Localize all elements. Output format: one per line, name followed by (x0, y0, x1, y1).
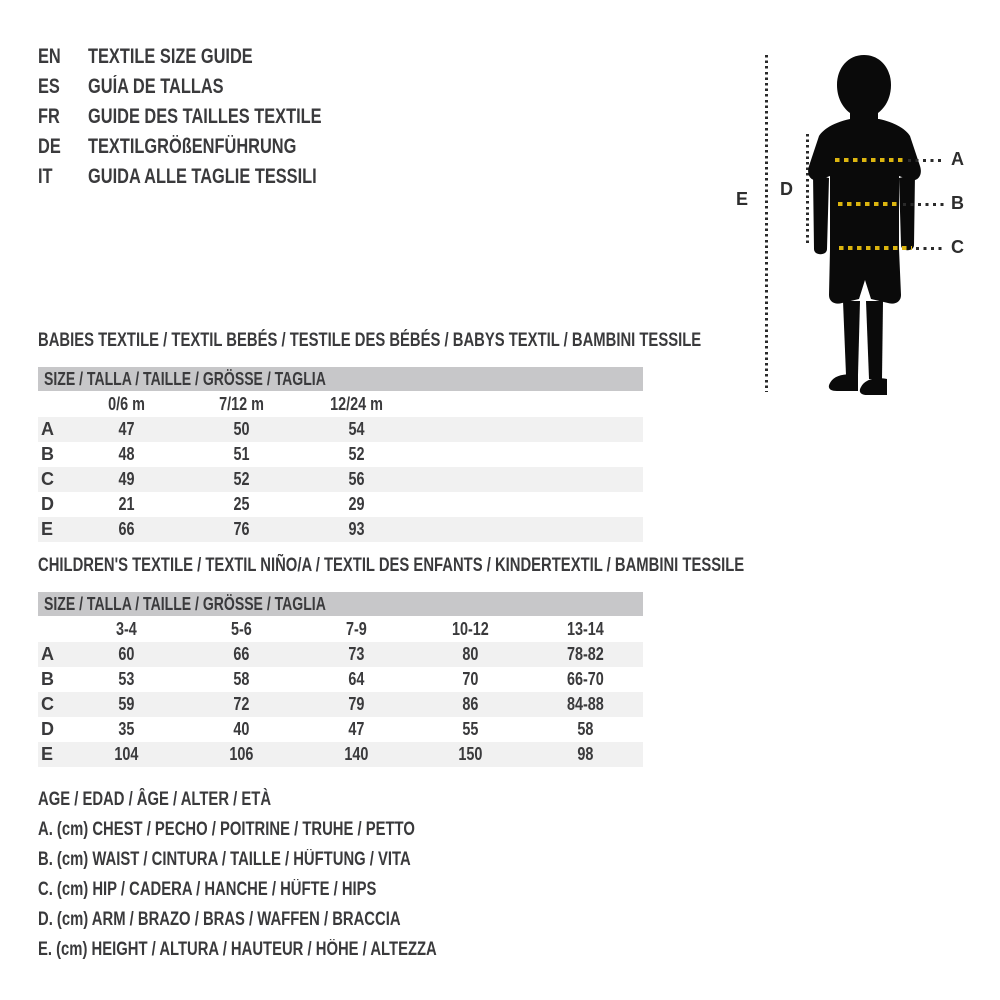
measure-label-c: C (951, 237, 964, 257)
table-row (38, 442, 643, 467)
size-cell: 98 (577, 744, 594, 764)
row-label: B (41, 669, 54, 689)
size-cell: 25 (233, 494, 250, 514)
legend-line-height: E. (cm) HEIGHT / ALTURA / HAUTEUR / HÖHE / ALTEZZA (38, 939, 437, 960)
children-size-table (38, 592, 643, 767)
legend-line-age: AGE / EDAD / ÂGE / ALTER / ETÀ (38, 789, 272, 810)
size-cell: 56 (348, 469, 365, 489)
silhouette-left-arm (813, 174, 829, 254)
size-cell: 106 (229, 744, 254, 764)
guide-title: TEXTILE SIZE GUIDE (88, 45, 253, 68)
size-cell: 76 (233, 519, 250, 539)
age-column-header: 0/6 m (108, 393, 145, 414)
row-label: D (41, 494, 54, 514)
language-row (38, 42, 387, 72)
age-column-header: 3-4 (115, 618, 137, 639)
measurement-legend (38, 785, 549, 965)
size-cell: 66 (233, 644, 250, 664)
silhouette-shorts (829, 249, 901, 304)
size-cell: 47 (347, 719, 364, 739)
guide-title: GUIDA ALLE TAGLIE TESSILI (88, 165, 317, 188)
table-row (38, 717, 643, 742)
table-row (38, 492, 643, 517)
size-cell: 51 (233, 444, 250, 464)
table-row (38, 742, 643, 767)
language-row (38, 162, 387, 192)
silhouette-head (837, 55, 891, 123)
legend-line-chest: A. (cm) CHEST / PECHO / POITRINE / TRUHE / PETTO (38, 819, 415, 840)
language-title-list (38, 42, 387, 192)
row-label: C (41, 694, 54, 714)
size-cell: 59 (118, 694, 135, 714)
size-cell: 54 (348, 419, 365, 439)
row-label: E (41, 519, 54, 539)
waist-leader-line (903, 203, 944, 206)
table-row (38, 667, 643, 692)
size-cell: 66 (118, 519, 135, 539)
size-cell: 52 (233, 469, 250, 489)
size-cell: 50 (233, 419, 250, 439)
age-column-header: 12/24 m (330, 393, 383, 414)
size-cell: 140 (343, 744, 368, 764)
size-cell: 66-70 (567, 669, 605, 689)
hip-measure-line (839, 246, 912, 250)
size-cell: 93 (348, 519, 365, 539)
table-row (38, 517, 643, 542)
size-cell: 35 (118, 719, 135, 739)
silhouette-right-arm (899, 174, 915, 250)
measure-label-d: D (780, 179, 793, 199)
size-cell: 47 (118, 419, 135, 439)
size-cell: 58 (233, 669, 250, 689)
size-cell: 53 (118, 669, 135, 689)
language-code: IT (38, 165, 53, 188)
size-cell: 80 (462, 644, 479, 664)
legend-line-hip: C. (cm) HIP / CADERA / HANCHE / HÜFTE / HIPS (38, 879, 377, 900)
chest-leader-line (908, 159, 944, 162)
language-code: FR (38, 105, 60, 128)
age-column-header: 10-12 (452, 618, 490, 639)
size-cell: 29 (348, 494, 365, 514)
row-label: A (41, 644, 54, 664)
size-cell: 79 (347, 694, 364, 714)
age-column-header: 5-6 (230, 618, 252, 639)
language-code: DE (38, 135, 61, 158)
language-code: EN (38, 45, 61, 68)
row-label: B (41, 444, 54, 464)
babies-table-heading: BABIES TEXTILE / TEXTIL BEBÉS / TESTILE DES BÉBÉS / BABYS TEXTIL / BAMBINI TESSILE (38, 330, 702, 351)
age-columns-row (38, 616, 643, 642)
age-column-header: 7/12 m (219, 393, 264, 414)
age-column-header: 7-9 (345, 618, 367, 639)
size-cell: 86 (462, 694, 479, 714)
size-cell: 40 (233, 719, 250, 739)
measure-label-b: B (951, 193, 964, 213)
legend-line-arm: D. (cm) ARM / BRAZO / BRAS / WAFFEN / BRACCIA (38, 909, 401, 930)
size-cell: 58 (577, 719, 594, 739)
size-cell: 78-82 (567, 644, 605, 664)
chest-measure-line (835, 158, 903, 162)
guide-title: GUÍA DE TALLAS (88, 75, 224, 98)
measure-label-a: A (951, 149, 964, 169)
size-cell: 64 (347, 669, 364, 689)
row-label: E (41, 744, 54, 764)
size-cell: 73 (347, 644, 364, 664)
size-cell: 60 (118, 644, 135, 664)
waist-measure-line (838, 202, 898, 206)
row-label: C (41, 469, 54, 489)
size-header-bar: SIZE / TALLA / TAILLE / GRÖSSE / TAGLIA (38, 367, 643, 391)
language-row (38, 132, 387, 162)
table-row (38, 417, 643, 442)
size-cell: 52 (348, 444, 365, 464)
age-column-header: 13-14 (567, 618, 605, 639)
row-label: A (41, 419, 54, 439)
table-row (38, 467, 643, 492)
legend-line-waist: B. (cm) WAIST / CINTURA / TAILLE / HÜFTUNG / VITA (38, 849, 411, 870)
size-cell: 70 (462, 669, 479, 689)
row-label: D (41, 719, 54, 739)
guide-title: GUIDE DES TAILLES TEXTILE (88, 105, 322, 128)
size-cell: 104 (114, 744, 139, 764)
children-table-heading: CHILDREN'S TEXTILE / TEXTIL NIÑO/A / TEXTIL DES ENFANTS / KINDERTEXTIL / BAMBINI TESSILE (38, 555, 745, 576)
size-header-bar: SIZE / TALLA / TAILLE / GRÖSSE / TAGLIA (38, 592, 643, 616)
silhouette-right-shoe (860, 378, 887, 395)
size-cell: 84-88 (567, 694, 605, 714)
guide-title: TEXTILGRÖßENFÜHRUNG (88, 135, 297, 158)
age-columns-row (38, 391, 643, 417)
language-row (38, 72, 387, 102)
silhouette-left-shoe (829, 374, 858, 391)
language-row (38, 102, 387, 132)
size-cell: 21 (118, 494, 135, 514)
size-cell: 55 (462, 719, 479, 739)
babies-size-table (38, 367, 643, 542)
measure-label-e: E (736, 189, 749, 209)
hip-leader-line (916, 247, 944, 250)
size-cell: 49 (118, 469, 135, 489)
language-code: ES (38, 75, 60, 98)
table-row (38, 692, 643, 717)
size-cell: 48 (118, 444, 135, 464)
table-row (38, 642, 643, 667)
size-cell: 72 (233, 694, 250, 714)
size-cell: 150 (458, 744, 483, 764)
